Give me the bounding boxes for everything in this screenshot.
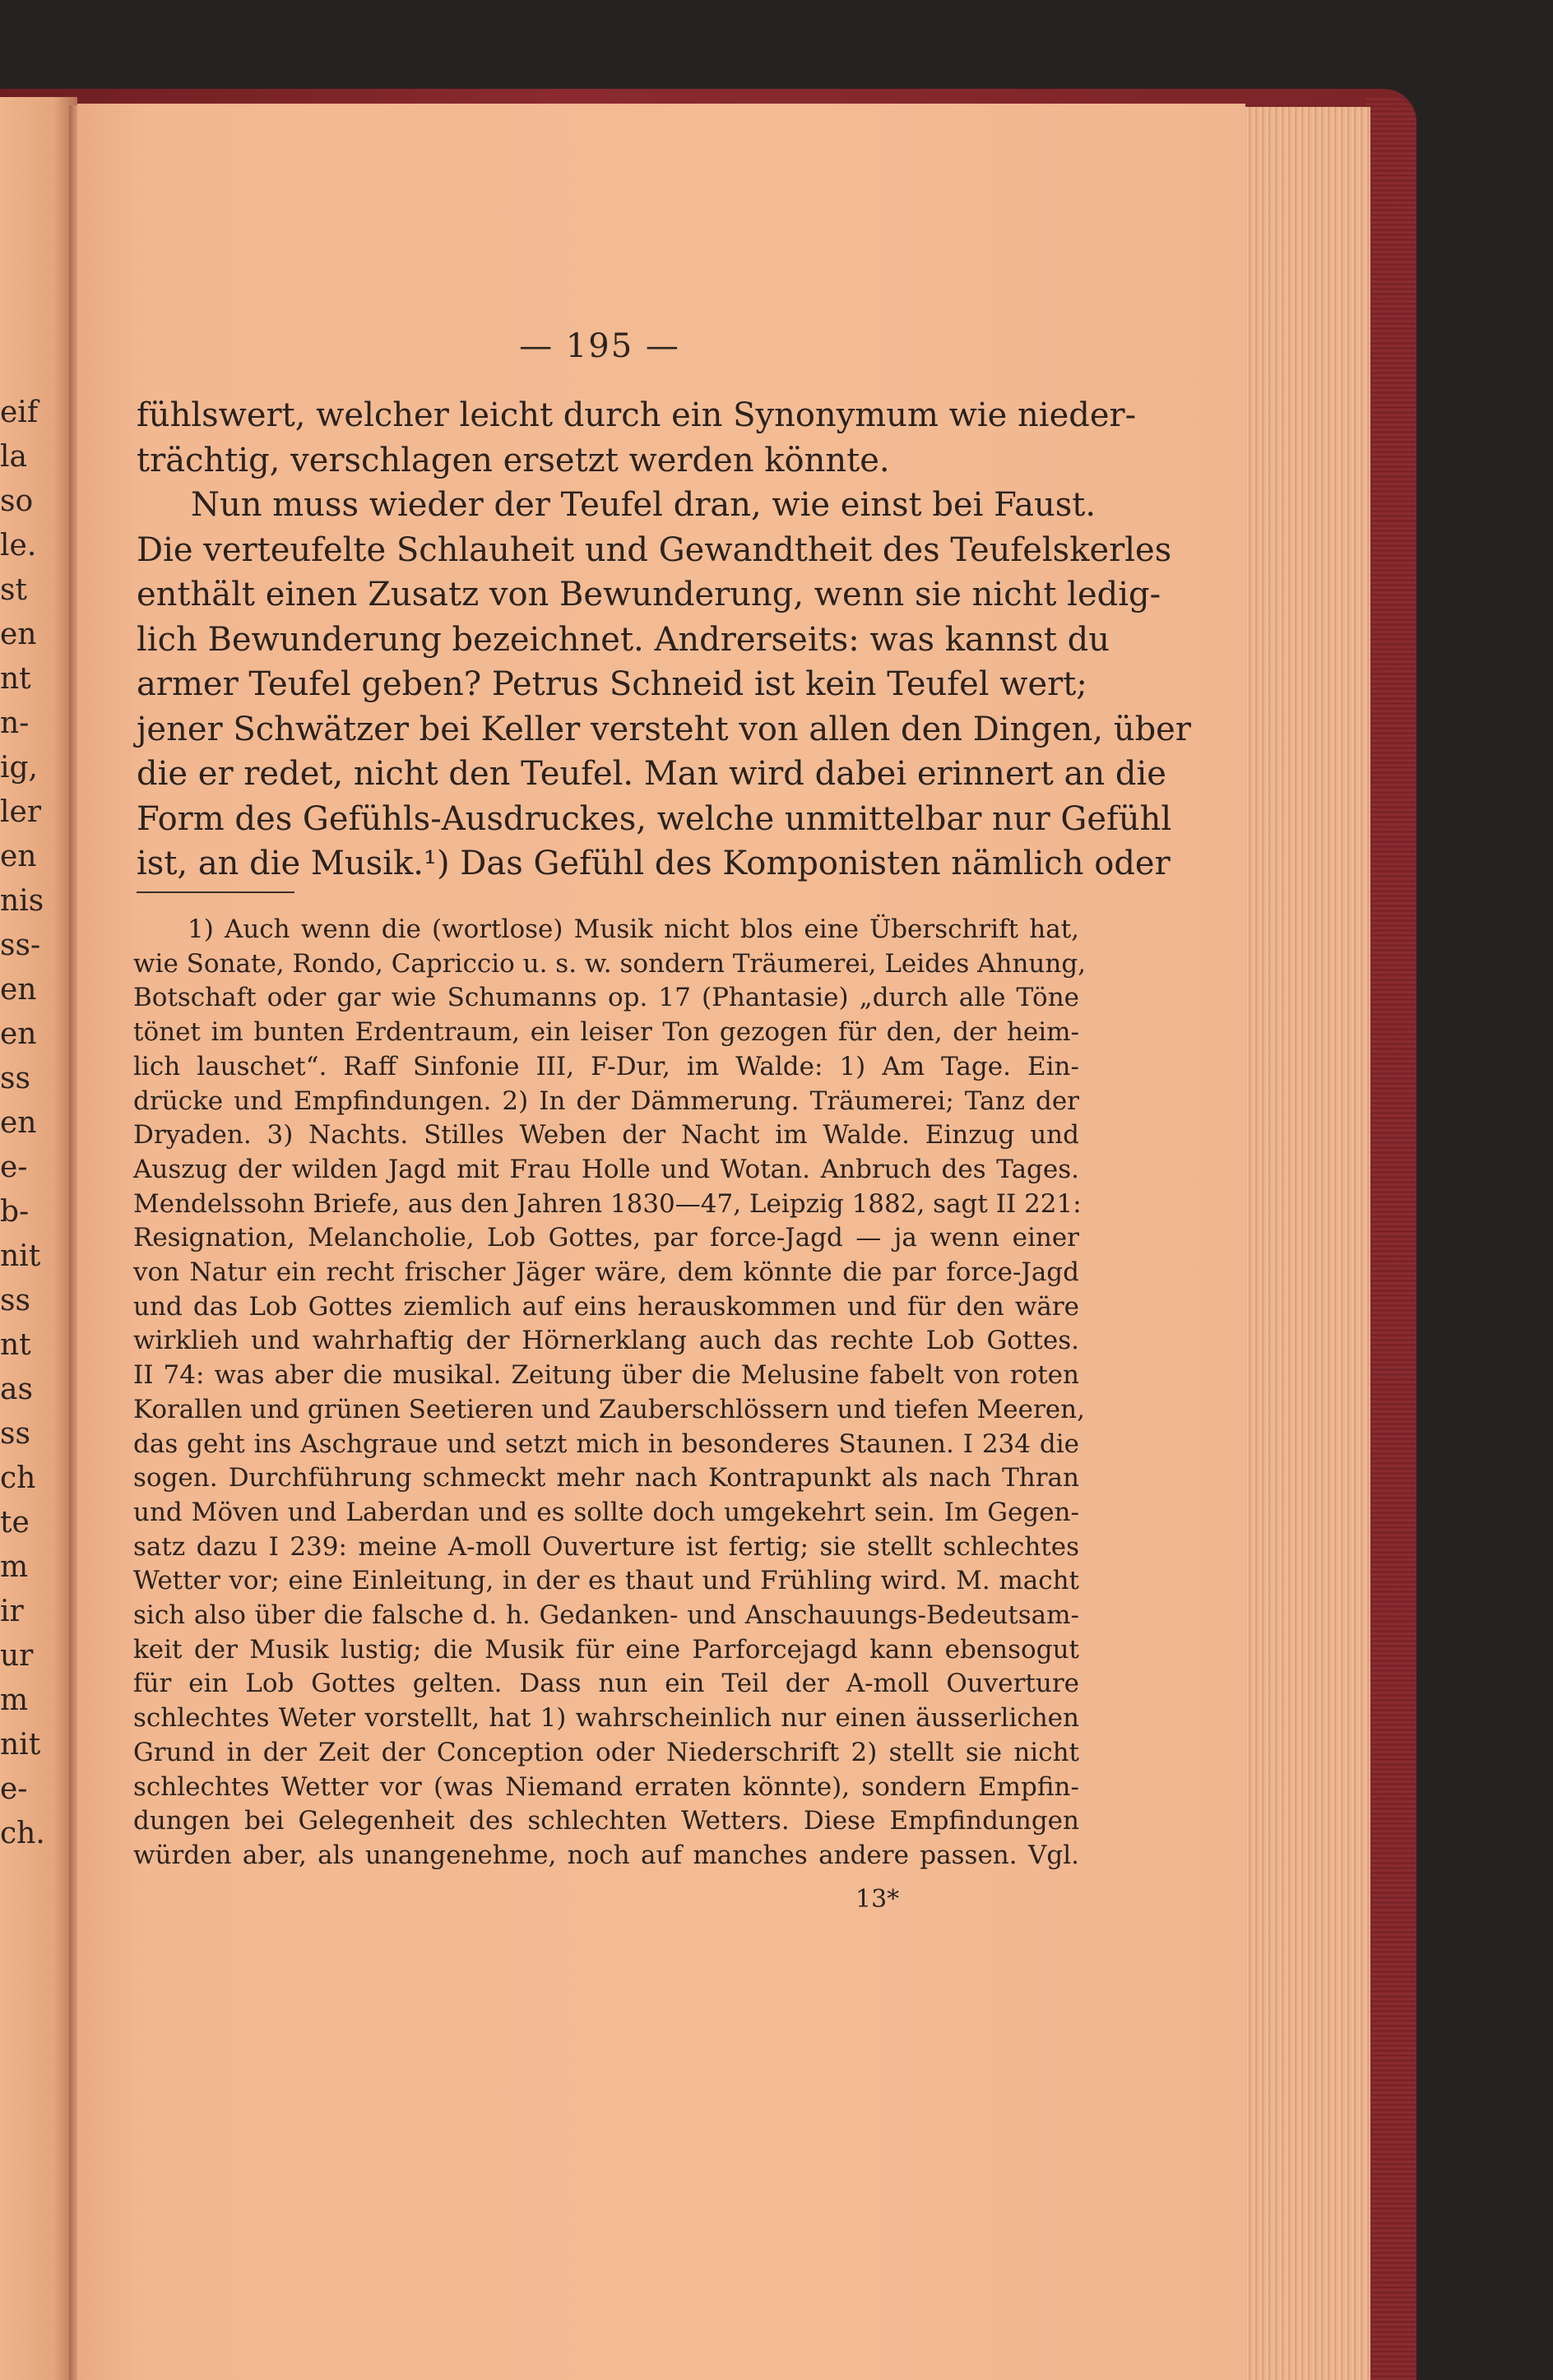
left-page-fragment: ss bbox=[0, 1062, 30, 1095]
left-page-fragment: te bbox=[0, 1506, 30, 1540]
footnote-line: Wetter vor; eine Einleitung, in der es thaut und Frühling wird. M. macht bbox=[133, 1566, 1079, 1595]
body-line: enthält einen Zusatz von Bewunderung, wenn sie nicht ledig- bbox=[137, 576, 1161, 614]
page-edges bbox=[1239, 107, 1370, 2380]
left-page-fragment: so bbox=[0, 484, 34, 518]
left-page-fragment: b- bbox=[0, 1195, 30, 1229]
left-page-fragment: ig, bbox=[0, 751, 39, 785]
left-page-fragment: nt bbox=[0, 662, 31, 696]
left-page-fragment: e- bbox=[0, 1151, 28, 1184]
body-line: ist, an die Musik.¹) Das Gefühl des Komponisten nämlich oder bbox=[137, 845, 1171, 882]
footnote-line: lich lauschet“. Raff Sinfonie III, F-Dur, im Walde: 1) Am Tage. Ein- bbox=[133, 1052, 1079, 1081]
left-page-fragment: nis bbox=[0, 884, 44, 918]
body-line: die er redet, nicht den Teufel. Man wird dabei erinnert an die bbox=[137, 755, 1166, 793]
footnote-line: drücke und Empfindungen. 2) In der Dämmerung. Träumerei; Tanz der bbox=[133, 1086, 1079, 1116]
body-line: Nun muss wieder der Teufel dran, wie einst bei Faust. bbox=[191, 486, 1096, 524]
footnote-line: Korallen und grünen Seetieren und Zauberschlössern und tiefen Meeren, bbox=[133, 1395, 1085, 1424]
body-line: lich Bewunderung bezeichnet. Andrerseits: was kannst du bbox=[137, 621, 1110, 659]
footnote-line: II 74: was aber die musikal. Zeitung über die Melusine fabelt von roten bbox=[133, 1360, 1079, 1390]
left-page-fragment: ss bbox=[0, 1417, 30, 1451]
footnote-line: und das Lob Gottes ziemlich auf eins herauskommen und für den wäre bbox=[133, 1292, 1079, 1322]
footnote-line: schlechtes Weter vorstellt, hat 1) wahrscheinlich nur einen äusserlichen bbox=[133, 1703, 1079, 1733]
left-page-fragment: ch. bbox=[0, 1817, 45, 1850]
footnote-line: Auszug der wilden Jagd mit Frau Holle und Wotan. Anbruch des Tages. bbox=[133, 1155, 1079, 1184]
left-page-fragment: nit bbox=[0, 1239, 41, 1273]
gutter bbox=[69, 105, 77, 2380]
left-page-fragment: en bbox=[0, 840, 37, 873]
left-page-fragment: ir bbox=[0, 1595, 24, 1628]
footnote-line: tönet im bunten Erdentraum, ein leiser Ton gezogen für den, der heim- bbox=[133, 1017, 1079, 1047]
left-page-fragment: ur bbox=[0, 1639, 34, 1673]
footnote-line: das geht ins Aschgraue und setzt mich in besonderes Staunen. I 234 die bbox=[133, 1429, 1079, 1459]
body-line: Die verteufelte Schlauheit und Gewandtheit des Teufelskerles bbox=[137, 531, 1172, 569]
footnote-line: Botschaft oder gar wie Schumanns op. 17 (Phantasie) „durch alle Töne bbox=[133, 983, 1079, 1012]
left-page-fragment: n- bbox=[0, 706, 30, 740]
left-page-fragment: en bbox=[0, 1017, 37, 1051]
left-page-fragment: en bbox=[0, 618, 37, 651]
left-page-fragment: nt bbox=[0, 1328, 31, 1362]
left-page-fragment: la bbox=[0, 440, 27, 474]
footnote-line: Grund in der Zeit der Conception oder Niederschrift 2) stellt sie nicht bbox=[133, 1738, 1079, 1767]
footnote-line: satz dazu I 239: meine A-moll Ouverture ist fertig; sie stellt schlechtes bbox=[133, 1532, 1079, 1562]
footnote-line: dungen bei Gelegenheit des schlechten Wetters. Diese Empfindungen bbox=[133, 1806, 1079, 1836]
body-line: jener Schwätzer bei Keller versteht von allen den Dingen, über bbox=[137, 711, 1191, 748]
body-line: armer Teufel geben? Petrus Schneid ist kein Teufel wert; bbox=[137, 665, 1087, 703]
footnote-line: wirklieh und wahrhaftig der Hörnerklang auch das rechte Lob Gottes. bbox=[133, 1326, 1079, 1355]
left-page-fragment: st bbox=[0, 573, 27, 607]
left-page-fragment: en bbox=[0, 973, 37, 1007]
page-number: — 195 — bbox=[519, 327, 680, 365]
footnote-line: Mendelssohn Briefe, aus den Jahren 1830—47, Leipzig 1882, sagt II 221: bbox=[133, 1189, 1082, 1219]
left-page-fragment: ler bbox=[0, 795, 42, 829]
footnote-line: schlechtes Wetter vor (was Niemand erraten könnte), sondern Empfin- bbox=[133, 1772, 1079, 1802]
body-line: fühlswert, welcher leicht durch ein Synonymum wie nieder- bbox=[137, 396, 1137, 434]
left-page-fragment: ch bbox=[0, 1461, 36, 1495]
left-page-fragment: nit bbox=[0, 1728, 41, 1762]
left-page-fragment: m bbox=[0, 1550, 29, 1584]
footnote-line: keit der Musik lustig; die Musik für eine Parforcejagd kann ebensogut bbox=[133, 1635, 1079, 1665]
footnote-rule bbox=[137, 891, 294, 893]
footnote-line: von Natur ein recht frischer Jäger wäre, dem könnte die par force-Jagd bbox=[133, 1257, 1079, 1287]
left-page-fragment: ss bbox=[0, 1284, 30, 1317]
left-page-fragment: en bbox=[0, 1106, 37, 1140]
left-page-fragment: ss- bbox=[0, 928, 41, 962]
body-line: trächtig, verschlagen ersetzt werden könnte. bbox=[137, 442, 890, 479]
body-line: Form des Gefühls-Ausdruckes, welche unmittelbar nur Gefühl bbox=[137, 800, 1172, 838]
footnote-line: würden aber, als unangenehme, noch auf manches andere passen. Vgl. bbox=[133, 1841, 1079, 1870]
footnote-line: für ein Lob Gottes gelten. Dass nun ein Teil der A-moll Ouverture bbox=[133, 1669, 1079, 1698]
footnote-line: 1) Auch wenn die (wortlose) Musik nicht blos eine Überschrift hat, bbox=[188, 914, 1079, 944]
footnote-line: Dryaden. 3) Nachts. Stilles Weben der Nacht im Walde. Einzug und bbox=[133, 1120, 1079, 1150]
footnote-line: wie Sonate, Rondo, Capriccio u. s. w. sondern Träumerei, Leides Ahnung, bbox=[133, 949, 1087, 979]
footnote-line: sich also über die falsche d. h. Gedanken- und Anschauungs-Bedeutsam- bbox=[133, 1600, 1079, 1630]
footnote-line: Resignation, Melancholie, Lob Gottes, par force-Jagd — ja wenn einer bbox=[133, 1223, 1079, 1253]
left-page-fragment: e- bbox=[0, 1772, 28, 1806]
left-page-fragment: eif bbox=[0, 396, 39, 429]
cover-edge bbox=[1365, 97, 1416, 2380]
footnote-line: und Möven und Laberdan und es sollte doch umgekehrt sein. Im Gegen- bbox=[133, 1498, 1079, 1527]
footnote-line: sogen. Durchführung schmeckt mehr nach Kontrapunkt als nach Thran bbox=[133, 1463, 1079, 1493]
left-page-fragment: as bbox=[0, 1373, 33, 1406]
left-page-fragment: m bbox=[0, 1683, 29, 1717]
left-page-fragment: le. bbox=[0, 529, 37, 563]
signature-mark: 13* bbox=[855, 1885, 900, 1914]
